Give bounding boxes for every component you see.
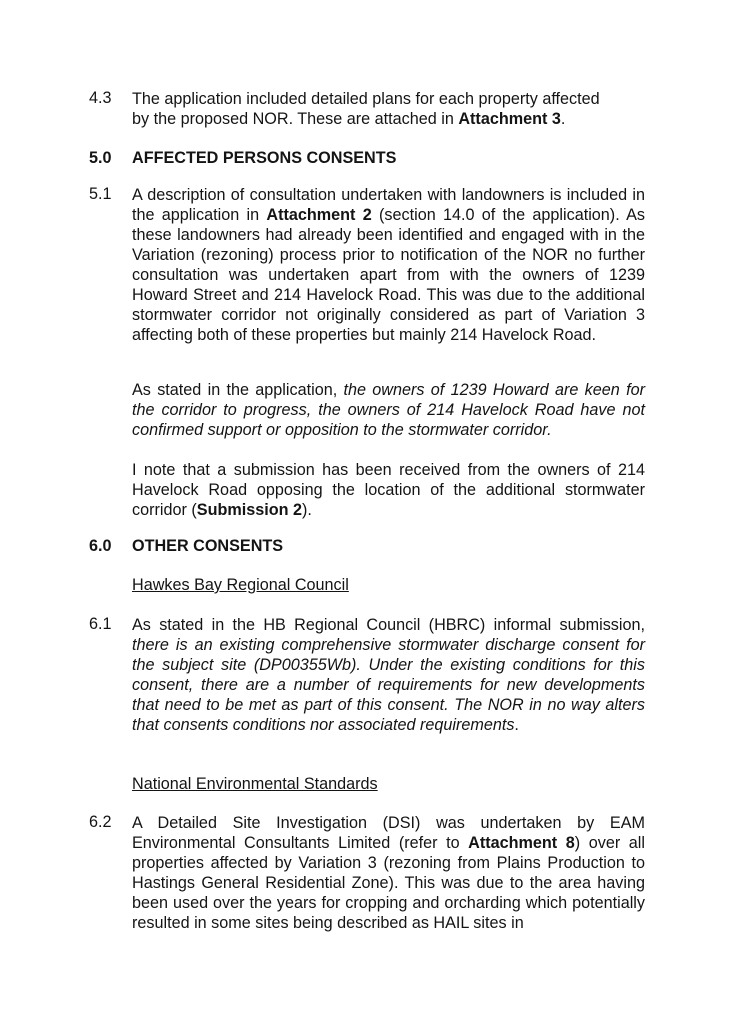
text-run: by the proposed NOR. These are attached in: [132, 110, 459, 128]
text-run: A description of consultation undertaken with landowners is included in the application in: [132, 186, 645, 224]
submission-reference: Submission 2: [196, 501, 303, 519]
section-6-0-heading: [89, 536, 645, 556]
text-run: ) over all properties affected by Variation 3 (rezoning from Plains Production to Hastings General Residential Zone). This was due to the area having been used over the years for cropping and orcharding which potentially resulted in some sites being described as HAIL sites in: [132, 834, 645, 932]
section-title: OTHER CONSENTS: [132, 537, 284, 555]
subheading-nes: [89, 774, 645, 794]
section-number: 4.3: [89, 89, 112, 107]
attachment-reference: Attachment 3: [458, 110, 561, 128]
section-5-1-paragraph-2: [89, 380, 645, 440]
subheading-hbrc: [89, 575, 645, 595]
section-text: [132, 89, 645, 129]
section-number: 6.1: [89, 615, 112, 633]
text-run: ).: [302, 501, 312, 519]
attachment-reference: Attachment 8: [468, 834, 575, 852]
paragraph: [132, 380, 645, 440]
paragraph: [132, 185, 645, 345]
quoted-text: the owners of 1239 Howard are keen for the corridor to progress, the owners of 214 Havelock Road have not confirmed support or opposition to the stormwater corridor.: [132, 381, 645, 439]
subheading: Hawkes Bay Regional Council: [132, 576, 349, 594]
text-line: The application included detailed plans for each property affected: [132, 90, 600, 108]
section-number: 5.1: [89, 185, 112, 203]
text-run: .: [514, 716, 519, 734]
section-5-1: [89, 185, 645, 345]
text-run: (section 14.0 of the application). As these landowners had already been identified and engaged with in the Variation (rezoning) process prior to notification of the NOR no further consultation was undertaken apart from with the owners of 1239 Howard Street and 214 Havelock Road. This was due to the additional stormwater corridor not originally considered as part of Variation 3 affecting both of these properties but mainly 214 Havelock Road.: [132, 206, 645, 344]
text-run: A Detailed Site Investigation (DSI) was undertaken by EAM Environmental Consultants Limited (refer to: [132, 814, 645, 852]
section-6-2: [89, 813, 645, 933]
text-run: .: [560, 110, 566, 128]
text-run: As stated in the HB Regional Council (HBRC) informal submission,: [132, 616, 645, 634]
paragraph: [132, 813, 645, 933]
section-number: 6.0: [89, 537, 112, 555]
attachment-reference: Attachment 2: [266, 206, 372, 224]
text-line: [132, 109, 645, 129]
section-4-3: [89, 89, 645, 129]
section-number: 5.0: [89, 149, 112, 167]
text-run: I note that a submission has been received from the owners of 214 Havelock Road opposing the location of the additional stormwater corridor (: [132, 461, 645, 519]
section-number: 6.2: [89, 813, 112, 831]
section-5-1-paragraph-3: [89, 460, 645, 520]
paragraph: [132, 460, 645, 520]
quoted-text: there is an existing comprehensive stormwater discharge consent for the subject site (DP00355Wb). Under the existing conditions for this consent, there are a number of requirements for new developments that need to be met as part of this consent. The NOR in no way alters that consents conditions nor associated requirements: [132, 636, 645, 734]
section-5-0-heading: [89, 148, 645, 168]
subheading: National Environmental Standards: [132, 775, 378, 793]
section-6-1: [89, 615, 645, 735]
text-run: As stated in the application,: [132, 381, 344, 399]
section-title: AFFECTED PERSONS CONSENTS: [132, 149, 397, 167]
paragraph: [132, 615, 645, 735]
